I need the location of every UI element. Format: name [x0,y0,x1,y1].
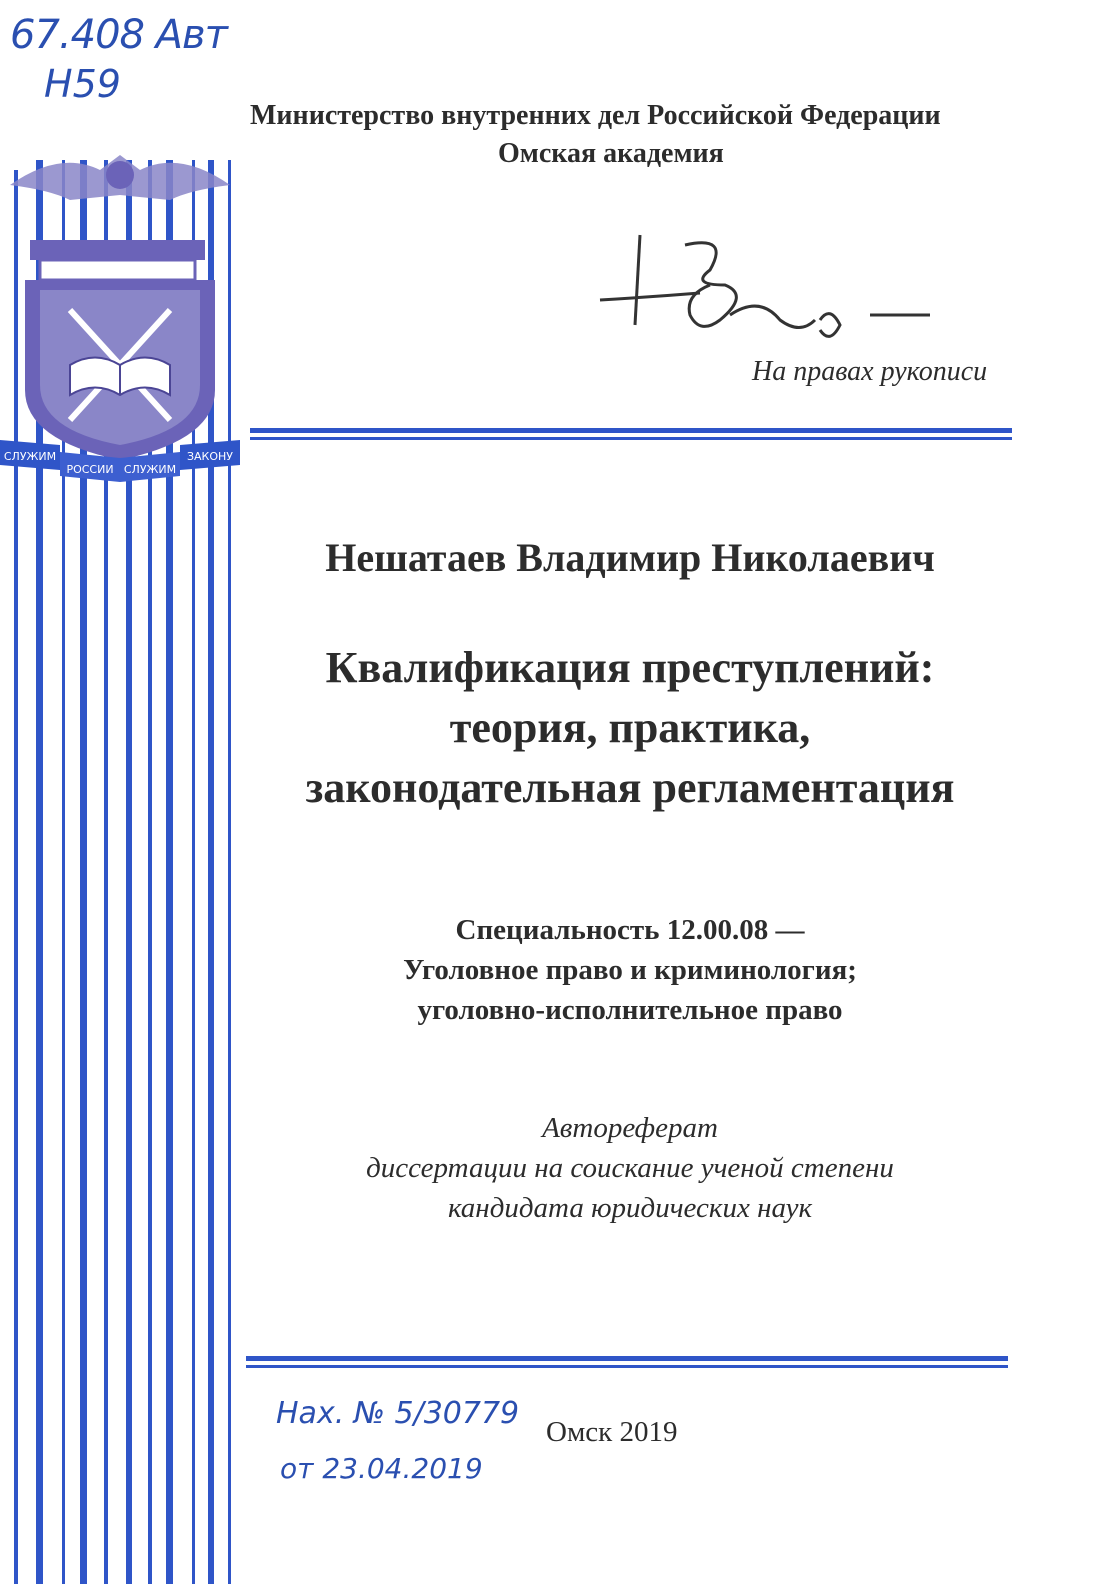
city-year: Омск 2019 [546,1416,678,1448]
specialty-line-2: Уголовное право и криминология; [403,954,857,986]
title-line-1: Квалификация преступлений: [325,643,935,692]
signature-icon [590,225,940,345]
handwritten-code-line2: Н59 [44,62,121,106]
document-type-line-1: Автореферат [542,1112,718,1144]
document-type-line-3: кандидата юридических наук [447,1192,813,1224]
dissertation-title [250,638,1010,818]
specialty-line-1: Специальность 12.00.08 — [455,914,805,946]
author-name: Нешатаев Владимир Николаевич [325,535,935,580]
ribbon-text-left: СЛУЖИМ [3,450,57,463]
title-line-3: законодательная регламентация [305,763,955,812]
bottom-divider [246,1356,1008,1368]
ministry-name: Министерство внутренних дел Российской Федерации [250,100,941,131]
title-line-2: теория, практика, [449,703,811,752]
manuscript-note: На правах рукописи [752,356,988,387]
ribbon-text-right: ЗАКОНУ [186,450,234,463]
ribbon-text-middle1: РОССИИ [66,463,114,476]
document-type-line-2: диссертации на соискание ученой степени [366,1152,894,1184]
document-type-block [250,1108,1010,1228]
handwritten-code-line1: 67.408 Авт [10,12,227,58]
ribbon-text-middle2: СЛУЖИМ [123,463,177,476]
academy-emblem-icon [0,140,240,490]
specialty-line-3: уголовно-исполнительное право [417,994,843,1026]
specialty-block [250,910,1010,1030]
top-divider [250,428,1012,440]
academy-name: Омская академия [498,138,724,169]
registration-date: от 23.04.2019 [280,1452,483,1485]
registration-number: Нах. № 5/30779 [276,1396,520,1431]
